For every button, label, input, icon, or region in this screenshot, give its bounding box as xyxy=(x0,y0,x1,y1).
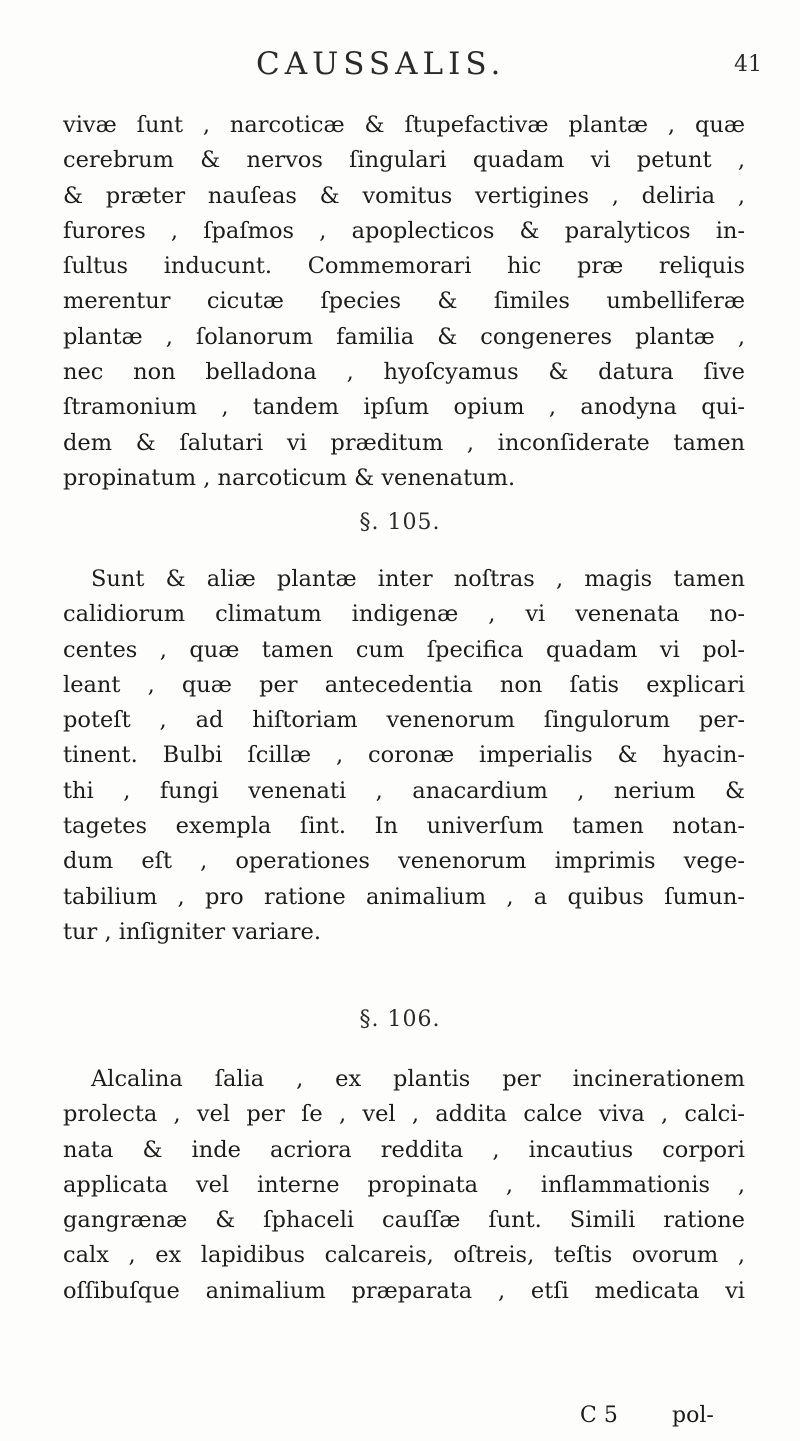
text-line: poteſt , ad hiſtoriam venenorum ſingulorum per- xyxy=(63,707,745,734)
paragraph-3 xyxy=(63,1062,745,1309)
text-line: ſtramonium , tandem ipſum opium , anodyna qui- xyxy=(63,394,745,421)
text-line: merentur cicutæ ſpecies & ſimiles umbelliferæ xyxy=(63,288,745,315)
text-line: dum eſt , operationes venenorum imprimis vege- xyxy=(63,848,745,875)
text-line: thi , fungi venenati , anacardium , nerium & xyxy=(63,777,745,804)
text-line: Sunt & aliæ plantæ inter noſtras , magis tamen xyxy=(91,566,745,592)
text-line: vivæ ſunt , narcoticæ & ſtupefactivæ plantæ , quæ xyxy=(63,112,745,138)
section-heading-105: §. 105. xyxy=(359,510,441,535)
text-line: applicata vel interne propinata , inflammationis , xyxy=(63,1171,745,1198)
text-line: calidiorum climatum indigenæ , vi venenata no- xyxy=(63,601,745,628)
text-line: dem & ſalutari vi præditum , inconſiderate tamen xyxy=(63,429,745,456)
page-number: 41 xyxy=(734,52,762,77)
text-line: plantæ , ſolanorum familia & congeneres plantæ , xyxy=(63,323,745,350)
text-line: prolecta , vel per ſe , vel , addita calce viva , calci- xyxy=(63,1101,745,1128)
section-heading-106: §. 106. xyxy=(359,1007,441,1032)
text-line: Alcalina ſalia , ex plantis per incinerationem xyxy=(91,1066,745,1092)
running-title: CAUSSALIS. xyxy=(256,46,506,82)
paragraph-1 xyxy=(63,108,745,496)
text-line: nec non belladona , hyoſcyamus & datura ſive xyxy=(63,359,745,386)
text-line: tinent. Bulbi ſcillæ , coronæ imperialis & hyacin- xyxy=(63,742,745,769)
text-line: furores , ſpaſmos , apoplecticos & paralyticos in- xyxy=(63,217,745,244)
text-line: ſultus inducunt. Commemorari hic præ reliquis xyxy=(63,253,745,280)
running-head xyxy=(0,46,800,96)
text-line: tabilium , pro ratione animalium , a quibus ſumun- xyxy=(63,883,745,910)
text-line: leant , quæ per antecedentia non ſatis explicari xyxy=(63,671,745,698)
text-line: oſſibuſque animalium præparata , etſi medicata vi xyxy=(63,1277,745,1304)
page-footer xyxy=(0,1403,800,1439)
text-line: tagetes exempla ſint. In univerſum tamen notan- xyxy=(63,813,745,840)
text-line: cerebrum & nervos ſingulari quadam vi petunt , xyxy=(63,147,745,174)
catchword: pol- xyxy=(672,1403,714,1428)
text-line: & præter nauſeas & vomitus vertigines , deliria , xyxy=(63,182,745,209)
signature-mark: C 5 xyxy=(580,1403,618,1428)
text-line: centes , quæ tamen cum ſpecifica quadam vi pol- xyxy=(63,636,745,663)
text-line: tur , inſigniter variare. xyxy=(63,918,322,945)
text-line: nata & inde acriora reddita , incautius corpori xyxy=(63,1136,745,1163)
text-line: propinatum , narcoticum & venenatum. xyxy=(63,464,516,491)
text-line: gangrænæ & ſphaceli cauſſæ ſunt. Simili ratione xyxy=(63,1207,745,1234)
text-line: calx , ex lapidibus calcareis, oſtreis, teſtis ovorum , xyxy=(63,1242,745,1269)
paragraph-2 xyxy=(63,562,745,950)
